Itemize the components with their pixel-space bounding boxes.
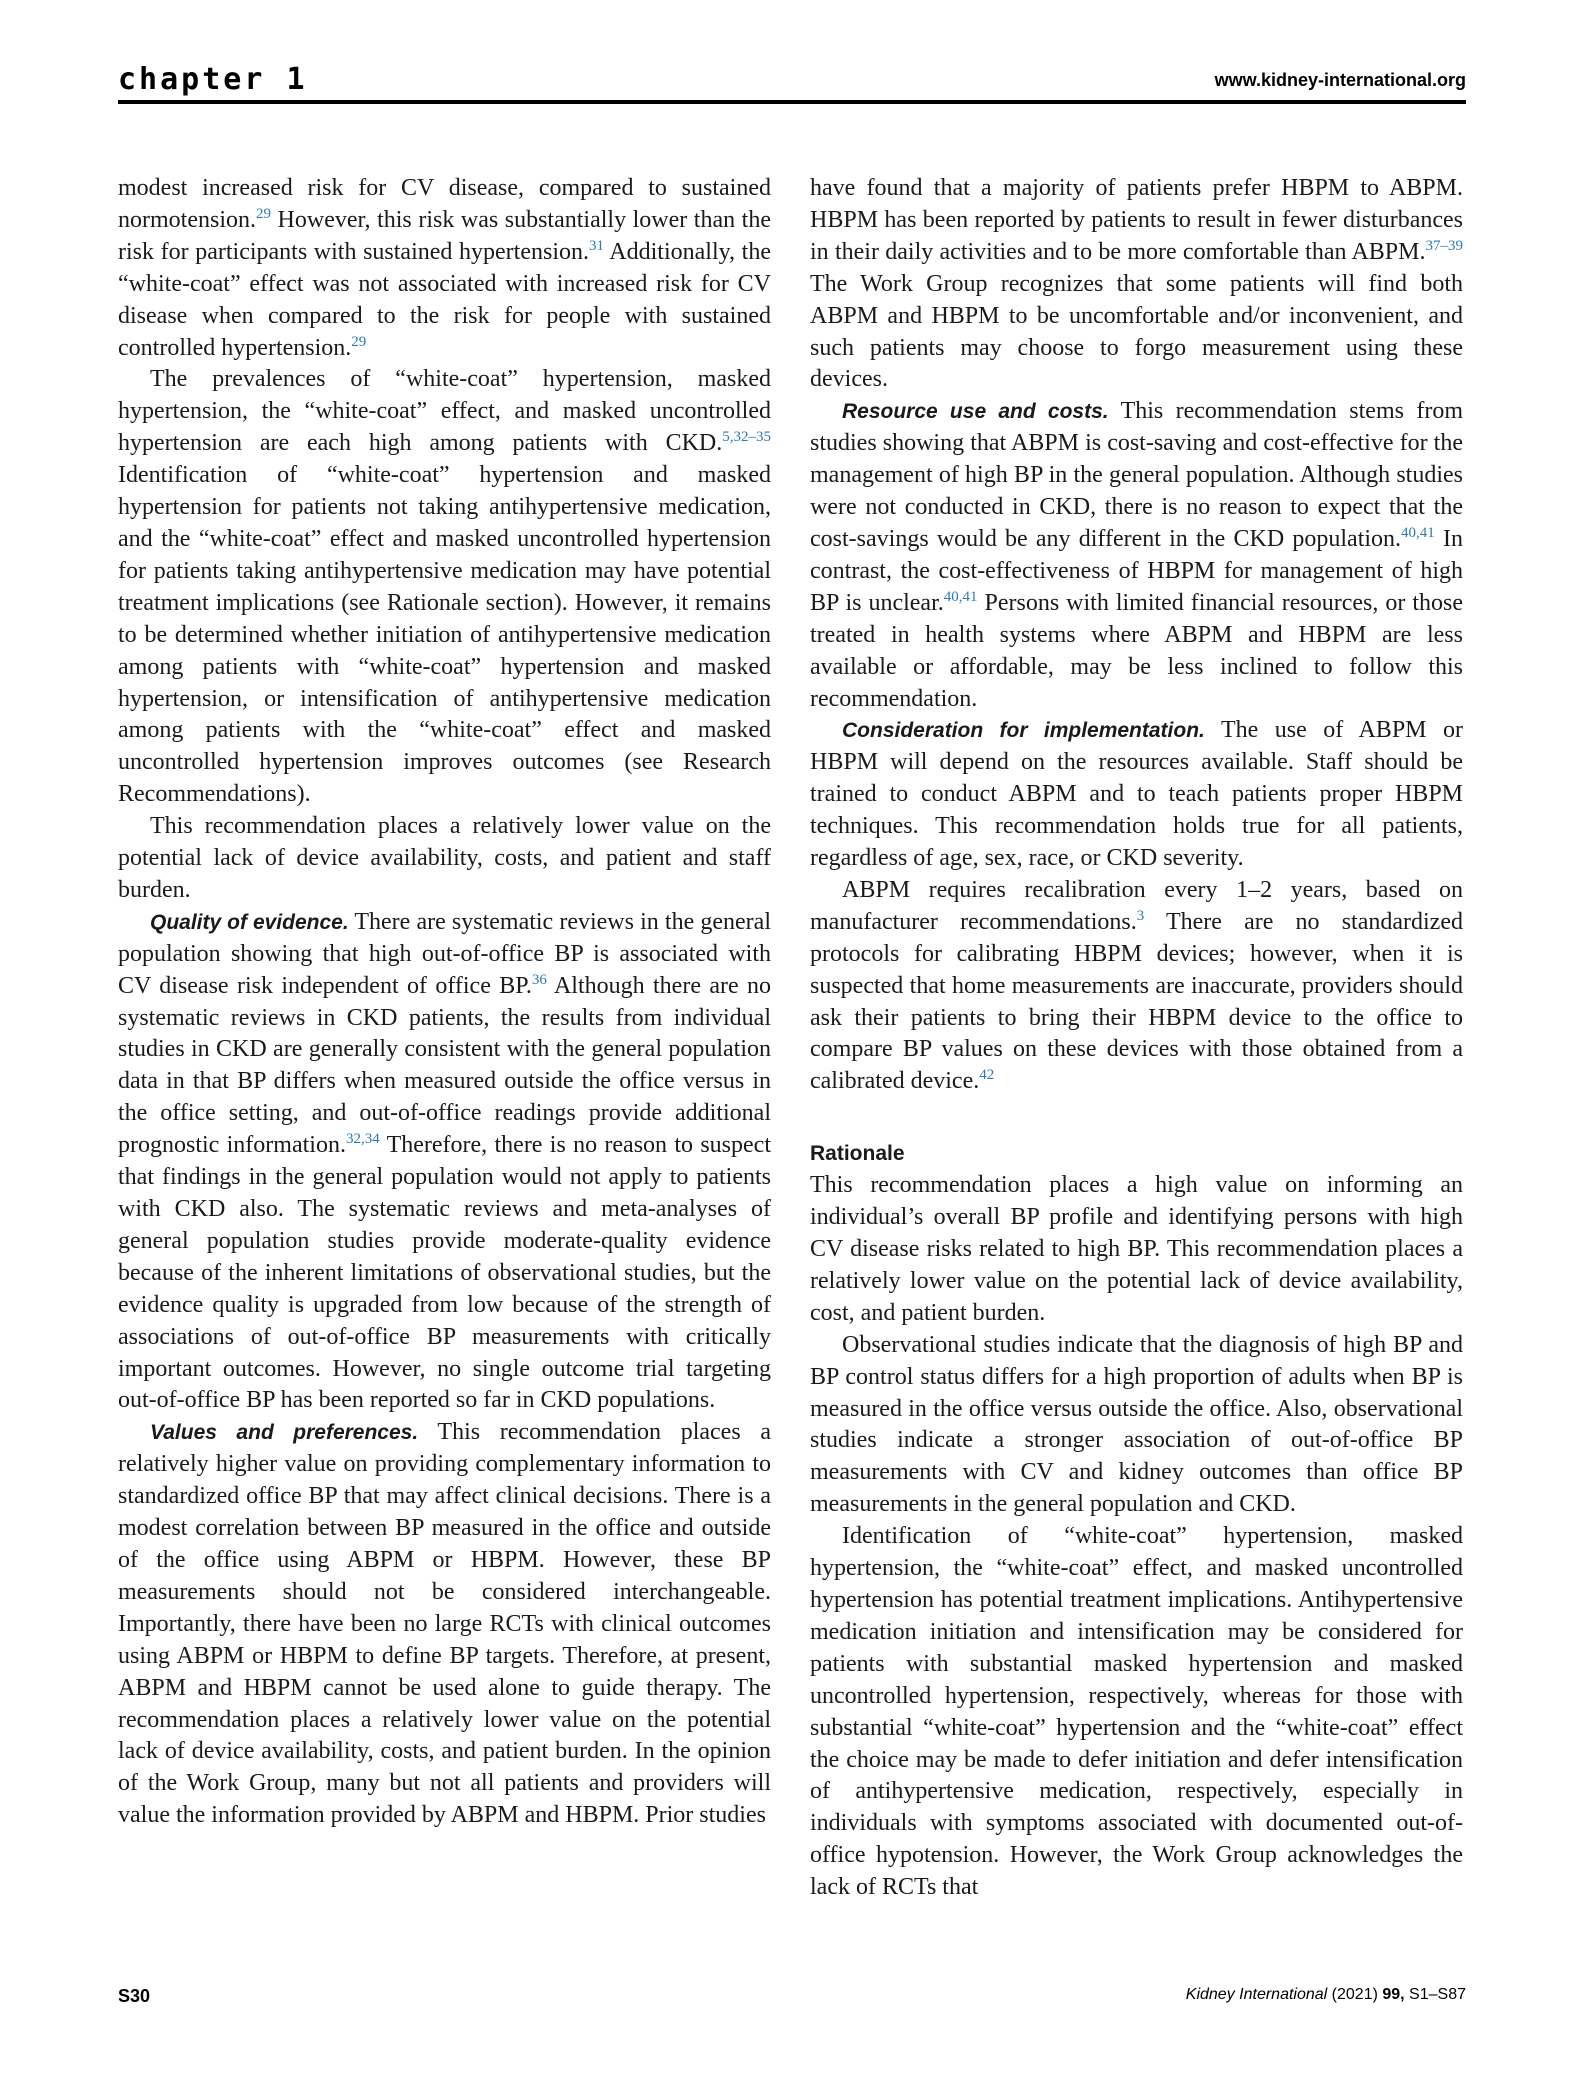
citation-link[interactable]: 36 bbox=[531, 971, 547, 988]
section-lead: Resource use and costs. bbox=[842, 400, 1109, 424]
citation-link[interactable]: 5,32–35 bbox=[722, 429, 771, 446]
citation-link[interactable]: 29 bbox=[256, 205, 271, 222]
text: Although there are no systematic reviews in CKD patients, the results from individual studies in CKD are generally consistent with the general population data in that BP differs when measured outside the office versus in the office setting, and out-of-office readings provide additional prognostic information. bbox=[118, 972, 771, 1159]
text: This recommendation places a relatively higher value on providing complementary information to standardized office BP that may affect clinical decisions. There is a modest correlation between BP measured in the office and outside of the office using ABPM or HBPM. However, these BP measurements should not be considered interchangeable. Importantly, there have been no large RCTs with clinical outcomes using ABPM or HBPM to define BP targets. Therefore, at present, ABPM and HBPM cannot be used alone to guide therapy. The recommendation places a relatively lower value on the potential lack of device availability, costs, and patient burden. In the opinion of the Work Group, many but not all patients and providers will value the information provided by ABPM and HBPM. Prior studies bbox=[118, 1419, 771, 1829]
paragraph bbox=[810, 173, 1463, 396]
page-header bbox=[118, 60, 1466, 104]
citation-link[interactable]: 32,34 bbox=[345, 1131, 380, 1148]
page-number: S30 bbox=[118, 1986, 151, 2006]
paragraph bbox=[118, 364, 771, 811]
text: There are systematic reviews in the general population showing that high out-of-office BP is associated with CV disease risk independent of office BP. bbox=[118, 908, 771, 999]
text: This recommendation stems from studies showing that ABPM is cost-saving and cost-effective for the management of high BP in the general population. Although studies were not conducted in CKD, there is no reason to expect that the cost-savings would be any different in the CKD population. bbox=[810, 398, 1463, 552]
section-lead: Consideration for implementation. bbox=[842, 719, 1205, 743]
text: There are no standardized protocols for calibrating HBPM devices; however, when it is suspected that home measurements are inaccurate, providers should ask their patients to bring their HBPM device to the office to compare BP values on these devices with those obtained from a calibrated device. bbox=[810, 908, 1463, 1095]
paragraph: This recommendation places a relatively lower value on the potential lack of device availability, costs, and patient and staff burden. bbox=[118, 813, 771, 903]
website-link[interactable]: www.kidney-international.org bbox=[1214, 70, 1466, 90]
citation-link[interactable]: 31 bbox=[589, 237, 604, 254]
text: The prevalences of “white-coat” hypertension, masked hypertension, the “white-coat” effect, and masked uncontrolled hypertension are each high among patients with CKD. bbox=[118, 366, 771, 457]
text: modest increased risk for CV disease, compared to sustained normotension. bbox=[118, 175, 771, 233]
citation-link[interactable]: 40,41 bbox=[1401, 524, 1435, 541]
citation-link[interactable]: 3 bbox=[1136, 907, 1145, 924]
paragraph bbox=[810, 396, 1463, 715]
chapter-label: chapter 1 bbox=[118, 62, 308, 97]
citation-link[interactable]: 37–39 bbox=[1425, 237, 1463, 254]
text: The Work Group recognizes that some patients will find both ABPM and HBPM to be uncomfortable and/or inconvenient, and such patients may choose to forgo measurement using these devices. bbox=[810, 270, 1463, 393]
text: However, this risk was substantially lower than the risk for participants with sustained hypertension. bbox=[118, 206, 771, 265]
text: In contrast, the cost-effectiveness of HBPM for management of high BP is unclear. bbox=[810, 525, 1463, 616]
paragraph bbox=[810, 715, 1463, 875]
text: Identification of “white-coat” hypertension and masked hypertension for patients not taking antihypertensive medication, and the “white-coat” effect and masked uncontrolled hypertension for patients taking antihypertensive medication may have potential treatment implications (see Rationale section). However, it remains to be determined whether initiation of antihypertensive medication among patients with “white-coat” hypertension and masked hypertension, or intensification of antihypertensive medication among patients with the “white-coat” effect and masked uncontrolled hypertension improves outcomes (see Research Recommendations). bbox=[118, 462, 771, 808]
text: have found that a majority of patients prefer HBPM to ABPM. HBPM has been reported by patients to result in fewer disturbances in their daily activities and to be more comfortable than ABPM. bbox=[810, 175, 1463, 265]
right-column bbox=[810, 173, 1463, 1904]
left-column bbox=[118, 173, 771, 1832]
paragraph: This recommendation places a high value on informing an individual’s overall BP profile and identifying persons with high CV disease risks related to high BP. This recommendation places a relatively lower value on the potential lack of device availability, cost, and patient burden. bbox=[810, 1172, 1463, 1326]
journal-citation bbox=[1186, 1986, 1466, 2004]
citation-link[interactable]: 42 bbox=[979, 1067, 995, 1084]
journal-name: Kidney International bbox=[1185, 1986, 1328, 2003]
section-heading: Rationale bbox=[810, 1142, 905, 1166]
text: Persons with limited financial resources, or those treated in health systems where ABPM and HBPM are less available or affordable, may be less inclined to follow this recommendation. bbox=[810, 589, 1463, 712]
journal-volume: 99, bbox=[1382, 1986, 1405, 2003]
paragraph bbox=[118, 173, 771, 364]
paragraph bbox=[118, 907, 771, 1418]
paragraph: Observational studies indicate that the diagnosis of high BP and BP control status differs for a high proportion of adults when BP is measured in the office versus outside the office. Also, observational studies indicate a stronger association of out-of-office BP measurements with CV and kidney outcomes than office BP measurements in the general population and CKD. bbox=[810, 1331, 1463, 1518]
text: The use of ABPM or HBPM will depend on the resources available. Staff should be trained to conduct ABPM and to teach patients proper HBPM techniques. This recommendation holds true for all patients, regardless of age, sex, race, or CKD severity. bbox=[810, 717, 1464, 872]
text: ABPM requires recalibration every 1–2 years, based on manufacturer recommendations. bbox=[810, 876, 1463, 935]
paragraph bbox=[810, 875, 1463, 1098]
section-lead: Values and preferences. bbox=[150, 1421, 419, 1445]
paragraph bbox=[118, 1417, 771, 1832]
text: Therefore, there is no reason to suspect that findings in the general population would not apply to patients with CKD also. The systematic reviews and meta-analyses of general population studies provide moderate-quality evidence because of the inherent limitations of observational studies, but the evidence quality is upgraded from low because of the strength of associations of out-of-office BP measurements with critically important outcomes. However, no single outcome trial targeting out-of-office BP has been reported so far in CKD populations. bbox=[118, 1132, 771, 1414]
text: Additionally, the “white-coat” effect was not associated with increased risk for CV disease when compared to the risk for people with sustained controlled hypertension. bbox=[118, 238, 771, 361]
citation-link[interactable]: 40,41 bbox=[943, 588, 978, 605]
paragraph: Identification of “white-coat” hypertension, masked hypertension, the “white-coat” effect, and masked uncontrolled hypertension has potential treatment implications. Antihypertensive medication initiation and intensification may be considered for patients with substantial masked hypertension and masked uncontrolled hypertension, respectively, whereas for those with substantial “white-coat” hypertension and the “white-coat” effect the choice may be made to defer initiation and defer intensification of antihypertensive medication, respectively, especially in individuals with symptoms associated with documented out-of-office hypotension. However, the Work Group acknowledges the lack of RCTs that bbox=[810, 1523, 1463, 1901]
citation-link[interactable]: 29 bbox=[351, 333, 367, 350]
journal-pages: S1–S87 bbox=[1404, 1986, 1466, 2003]
journal-year: (2021) bbox=[1327, 1986, 1383, 2003]
section-lead: Quality of evidence. bbox=[150, 910, 349, 934]
